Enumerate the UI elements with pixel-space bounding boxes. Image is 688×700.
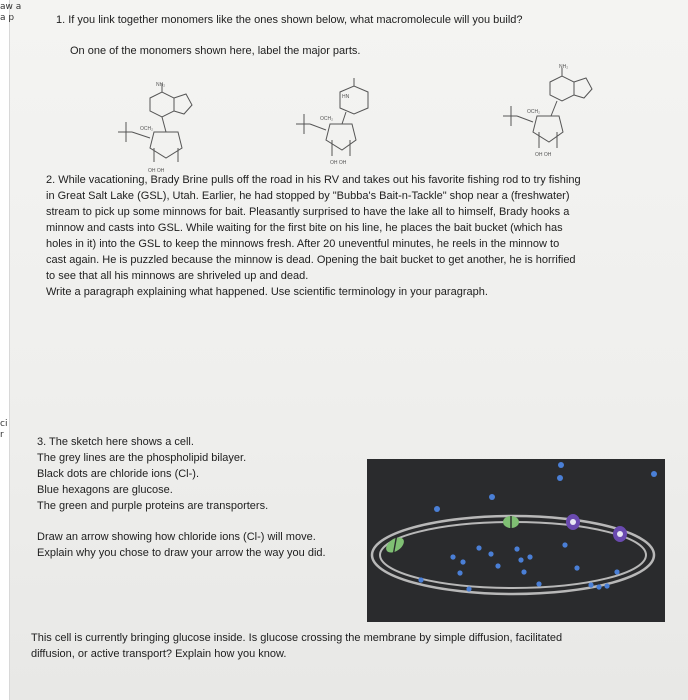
glucose-molecule bbox=[488, 551, 493, 556]
q1-question: 1. If you link together monomers like the ones shown below, what macromolecule will you build? bbox=[56, 14, 523, 26]
label-och2: OCH₂ bbox=[527, 109, 541, 115]
label-och2: OCH₂ bbox=[320, 116, 334, 122]
glucose-molecule bbox=[514, 546, 519, 551]
q3-line: Blue hexagons are glucose. bbox=[37, 484, 173, 496]
q3-task-line: Draw an arrow showing how chloride ions (Cl-) will move. bbox=[37, 531, 316, 543]
glucose-molecule bbox=[557, 475, 563, 481]
q2-line: holes in it) into the GSL to keep the minnows fresh. After 20 uneventful minutes, he reels in the minnow to bbox=[46, 238, 560, 250]
q2-line: minnow and casts into GSL. While waiting for the first bite on his line, he places the bait bucket (which has bbox=[46, 222, 563, 234]
purple-transporter bbox=[613, 526, 627, 542]
cell-diagram-svg bbox=[367, 459, 665, 622]
nucleotide-monomer-3 bbox=[495, 60, 605, 170]
glucose-molecule bbox=[562, 542, 567, 547]
glucose-molecule bbox=[536, 581, 541, 586]
label-hn: HN bbox=[342, 94, 350, 100]
label-oh-pair: OH OH bbox=[535, 152, 552, 158]
sidebar-fragment: aw a bbox=[0, 2, 22, 12]
glucose-molecule bbox=[521, 569, 526, 574]
glucose-molecule bbox=[574, 565, 579, 570]
q3-line: The grey lines are the phospholipid bilayer. bbox=[37, 452, 247, 464]
glucose-molecule bbox=[489, 494, 495, 500]
q3-line: 3. The sketch here shows a cell. bbox=[37, 436, 194, 448]
glucose-molecule bbox=[518, 557, 523, 562]
glucose-molecule bbox=[460, 559, 465, 564]
glucose-molecule bbox=[651, 471, 657, 477]
glucose-molecule bbox=[596, 584, 601, 589]
sidebar-fragment: a p bbox=[0, 13, 15, 23]
label-oh-pair: OH OH bbox=[148, 168, 165, 174]
left-sidebar-strip bbox=[0, 0, 22, 700]
glucose-molecule bbox=[466, 586, 471, 591]
q2-line: stream to pick up some minnows for bait. Pleasantly surprised to have the lake all to himself, Brady hooks a bbox=[46, 206, 570, 218]
glucose-molecule bbox=[457, 570, 462, 575]
nucleotide-monomer-1 bbox=[110, 80, 220, 185]
q3-task-line: Explain why you chose to draw your arrow the way you did. bbox=[37, 547, 326, 559]
nucleotide-monomer-2 bbox=[290, 78, 400, 183]
glucose-molecule bbox=[495, 563, 500, 568]
glucose-molecule bbox=[527, 554, 532, 559]
q3-line: The green and purple proteins are transporters. bbox=[37, 500, 269, 512]
q3-line: Black dots are chloride ions (Cl-). bbox=[37, 468, 200, 480]
q1-instruction: On one of the monomers shown here, label the major parts. bbox=[70, 45, 361, 57]
q2-task: Write a paragraph explaining what happened. Use scientific terminology in your paragraph. bbox=[46, 286, 488, 298]
glucose-molecule bbox=[418, 577, 423, 582]
cell-diagram bbox=[367, 459, 665, 622]
sidebar-fragment: r bbox=[0, 430, 4, 440]
q2-line: in Great Salt Lake (GSL), Utah. Earlier, he had stopped by "Bubba's Bait-n-Tackle" shop near a (freshwater) bbox=[46, 190, 570, 202]
glucose-molecule bbox=[604, 583, 609, 588]
q2-line: to see that all his minnows are shriveled up and dead. bbox=[46, 270, 309, 282]
glucose-molecule bbox=[558, 462, 564, 468]
green-transporter bbox=[503, 516, 519, 528]
q2-line: 2. While vacationing, Brady Brine pulls off the road in his RV and takes out his favorite fishing rod to try fishing bbox=[46, 174, 581, 186]
glucose-molecule bbox=[588, 582, 593, 587]
purple-transporter bbox=[566, 514, 580, 530]
glucose-molecule bbox=[434, 506, 440, 512]
label-oh-pair: OH OH bbox=[330, 160, 347, 166]
q2-line: cast again. He is puzzled because the minnow is dead. Opening the bait bucket to get another, he is horrified bbox=[46, 254, 576, 266]
label-amine: NH₂ bbox=[559, 64, 569, 70]
q3-followup-line: diffusion, or active transport? Explain how you know. bbox=[31, 648, 287, 660]
q3-followup-line: This cell is currently bringing glucose inside. Is glucose crossing the membrane by simple diffusion, facilitated bbox=[31, 632, 563, 644]
sidebar-fragment: ci bbox=[0, 419, 8, 429]
glucose-molecule bbox=[614, 569, 619, 574]
label-amine: NH₂ bbox=[156, 82, 166, 88]
label-och2: OCH₂ bbox=[140, 126, 154, 132]
glucose-molecule bbox=[476, 545, 481, 550]
glucose-molecule bbox=[450, 554, 455, 559]
